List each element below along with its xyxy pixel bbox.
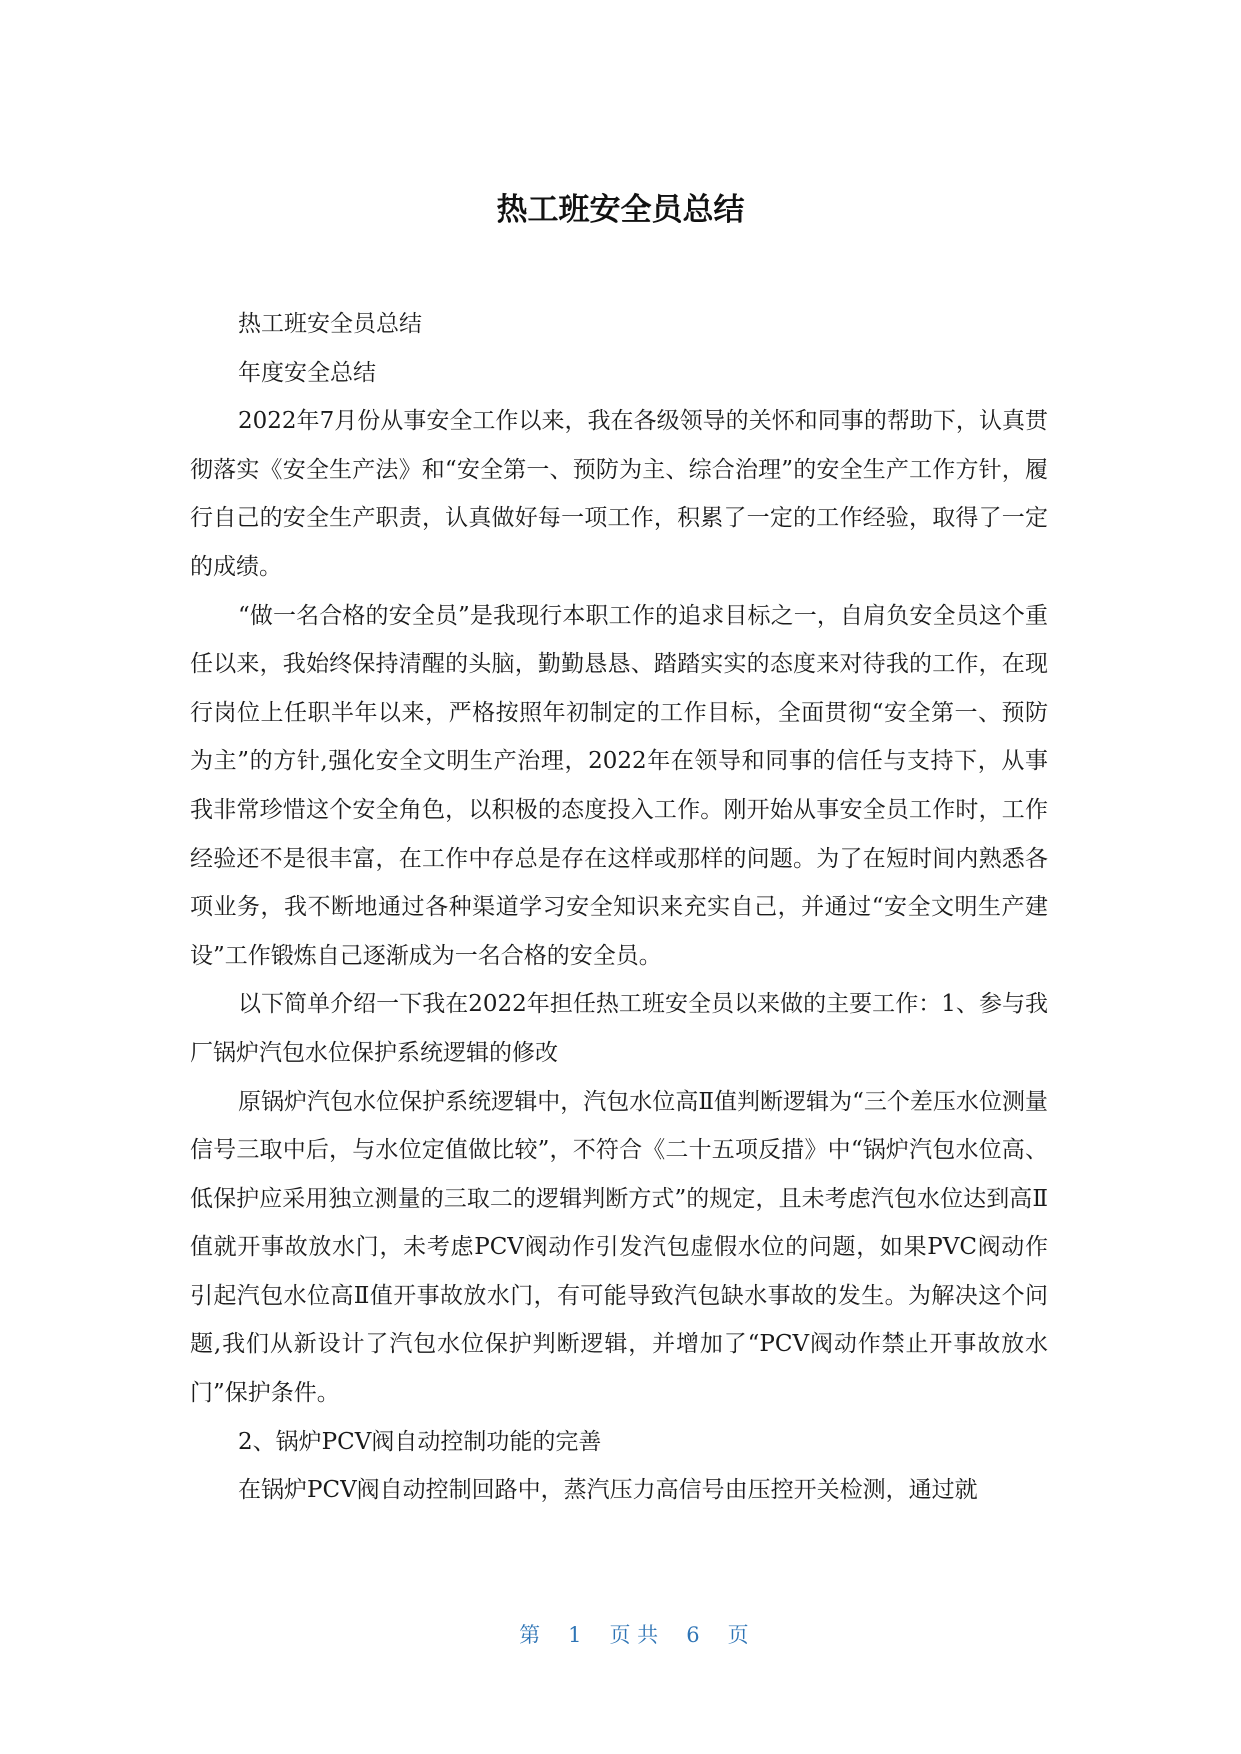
- document-body: [190, 300, 1048, 1515]
- paragraph-pcv-heading: 2、锅炉PCV阀自动控制功能的完善: [238, 1428, 602, 1455]
- paragraph-section-heading: 年度安全总结: [238, 359, 376, 386]
- footer-total-pages: 6: [686, 1623, 700, 1647]
- page-title: 热工班安全员总结: [496, 192, 745, 228]
- paragraph-qualified-officer: “做一名合格的安全员”是我现行本职工作的追求目标之一，自肩负安全员这个重任以来，我始终保持清醒的头脑，勤勤恳恳、踏踏实实的态度来对待我的工作，在现行岗位上任职半年以来，严格按照年初制定的工作目标，全面贯彻“安全第一、预防为主”的方针,强化安全文明生产治理，2022年在领导和同事的信任与支持下，从事我非常珍惜这个安全角色，以积极的态度投入工作。刚开始从事安全员工作时，工作经验还不是很丰富，在工作中存总是存在这样或那样的问题。为了在短时间内熟悉各项业务，我不断地通过各种渠道学习安全知识来充实自己，并通过“安全文明生产建设”工作锻炼自己逐渐成为一名合格的安全员。: [190, 602, 1048, 969]
- footer-prefix: 第: [519, 1623, 541, 1647]
- paragraph-pcv-control: 在锅炉PCV阀自动控制回路中，蒸汽压力高信号由压控开关检测，通过就: [238, 1477, 978, 1504]
- paragraph-intro: 2022年7月份从事安全工作以来，我在各级领导的关怀和同事的帮助下，认真贯彻落实《安全生产法》和“安全第一、预防为主、综合治理”的安全生产工作方针，履行自己的安全生产职责，认真做好每一项工作，积累了一定的工作经验，取得了一定的成绩。: [190, 408, 1048, 580]
- paragraph-main-work: 以下简单介绍一下我在2022年担任热工班安全员以来做的主要工作：1、参与我厂锅炉汽包水位保护系统逻辑的修改: [190, 991, 1048, 1066]
- footer-page-number: 1: [568, 1623, 582, 1647]
- footer-suffix: 页: [727, 1623, 749, 1647]
- paragraph-subtitle: 热工班安全员总结: [238, 311, 422, 337]
- footer-mid: 页 共: [609, 1623, 659, 1647]
- paragraph-drum-water-logic: 原锅炉汽包水位保护系统逻辑中，汽包水位高Ⅱ值判断逻辑为“三个差压水位测量信号三取中后，与水位定值做比较”，不符合《二十五项反措》中“锅炉汽包水位高、低保护应采用独立测量的三取二的逻辑判断方式”的规定，且未考虑汽包水位达到高Ⅱ值就开事故放水门，未考虑PCV阀动作引发汽包虚假水位的问题，如果PVC阀动作引起汽包水位高Ⅱ值开事故放水门，有可能导致汽包缺水事故的发生。为解决这个问题,我们从新设计了汽包水位保护判断逻辑，并增加了“PCV阀动作禁止开事故放水门”保护条件。: [190, 1088, 1048, 1407]
- page-footer: [0, 1590, 1241, 1680]
